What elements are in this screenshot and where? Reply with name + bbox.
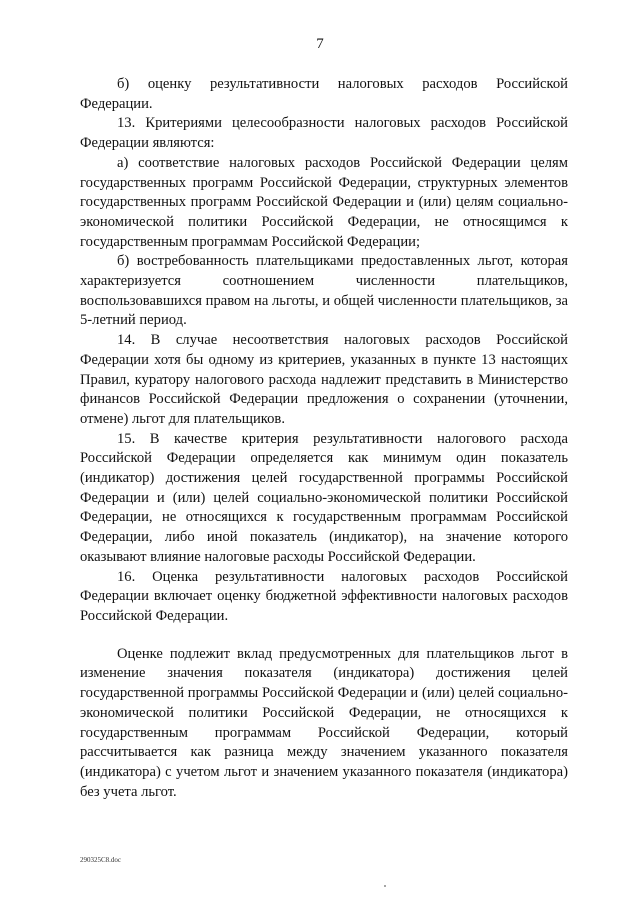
page-number: 7 (316, 36, 324, 52)
document-body (80, 75, 568, 802)
paragraph-13: 13. Критериями целесообразности налоговых расходов Российской Федерации являются: (80, 115, 568, 152)
paragraph-16: 16. Оценка результативности налоговых расходов Российской Федерации включает оценку бюджетной эффективности налоговых расходов Российской Федерации. (80, 568, 568, 624)
paragraph-13a: а) соответствие налоговых расходов Российской Федерации целям государственных программ Российской Федерации, структурных элементов государственных программ Российской Федерации и (или) целям социально-экономической политики Российской Федерации, не относящимся к государственным программам Российской Федерации; (80, 154, 568, 250)
paragraph-14: 14. В случае несоответствия налоговых расходов Российской Федерации хотя бы одному из критериев, указанных в пункте 13 настоящих Правил, куратору налогового расхода надлежит представить в Министерство финансов Российской Федерации предложения о сохранении (уточнении, отмене) льгот для плательщиков. (80, 332, 568, 427)
scan-speck (384, 885, 386, 887)
paragraph-13b: б) востребованность плательщиками предоставленных льгот, которая характеризуется соотношением численности плательщиков, воспользовавшихся правом на льготы, и общей численности плательщиков, за 5-летний период. (80, 253, 568, 329)
paragraph-16-continued: Оценке подлежит вклад предусмотренных для плательщиков льгот в изменение значения показателя (индикатора) достижения целей государственной программы Российской Федерации и (или) целей социально-экономической политики Российской Федерации, не относящихся к государственным программам Российской Федерации, который рассчитывается как разница между значением указанного показателя (индикатора) с учетом льгот и значением указанного показателя (индикатора) без учета льгот. (80, 645, 568, 800)
document-filename: 290325C8.doc (80, 856, 122, 864)
paragraph-15: 15. В качестве критерия результативности налогового расхода Российской Федерации определяется как минимум один показатель (индикатор) достижения целей государственной программы Российской Федерации и (или) целей социально-экономической политики Российской Федерации, не относящихся к государственным программам Российской Федерации, либо иной показатель (индикатор), на значение которого оказывают влияние налоговые расходы Российской Федерации. (80, 430, 568, 565)
paragraph-12b: б) оценку результативности налоговых расходов Российской Федерации. (80, 76, 568, 112)
